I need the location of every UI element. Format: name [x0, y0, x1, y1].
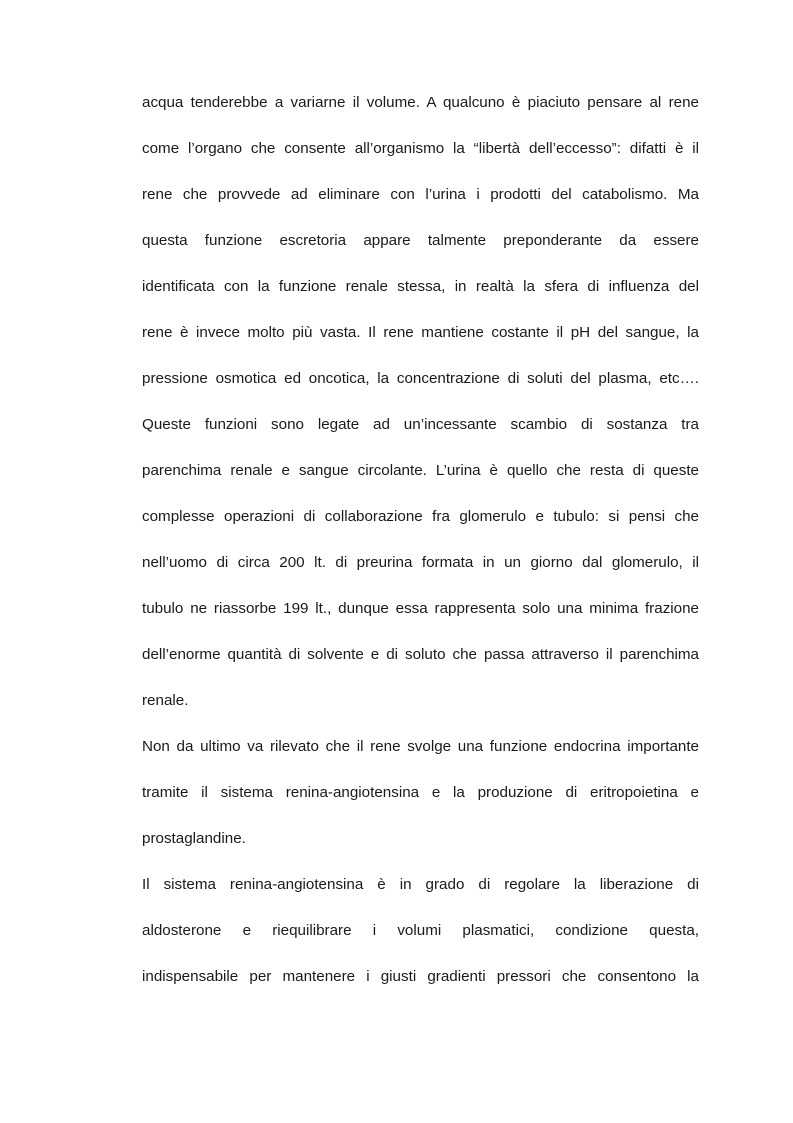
- text-line: renale.: [142, 692, 189, 709]
- text-line: rene è invece molto più vasta. Il rene mantiene costante il pH del sangue, la: [142, 324, 699, 341]
- text-line: Il sistema renina-angiotensina è in grado di regolare la liberazione di: [142, 876, 699, 893]
- text-line: Queste funzioni sono legate ad un’incessante scambio di sostanza tra: [142, 416, 699, 433]
- paragraph-3: [142, 862, 699, 1000]
- paragraph-2: [142, 724, 699, 862]
- text-line: pressione osmotica ed oncotica, la concentrazione di soluti del plasma, etc….: [142, 370, 699, 387]
- text-line: Non da ultimo va rilevato che il rene svolge una funzione endocrina importante: [142, 738, 699, 755]
- text-line: rene che provvede ad eliminare con l’urina i prodotti del catabolismo. Ma: [142, 186, 699, 203]
- text-line: tubulo ne riassorbe 199 lt., dunque essa rappresenta solo una minima frazione: [142, 600, 699, 617]
- text-line: nell’uomo di circa 200 lt. di preurina formata in un giorno dal glomerulo, il: [142, 554, 699, 571]
- text-line: indispensabile per mantenere i giusti gradienti pressori che consentono la: [142, 968, 699, 985]
- text-line: prostaglandine.: [142, 830, 246, 847]
- text-line: acqua tenderebbe a variarne il volume. A qualcuno è piaciuto pensare al rene: [142, 94, 699, 111]
- text-line: come l’organo che consente all’organismo la “libertà dell’eccesso”: difatti è il: [142, 140, 699, 157]
- text-line: aldosterone e riequilibrare i volumi plasmatici, condizione questa,: [142, 922, 699, 939]
- text-line: complesse operazioni di collaborazione fra glomerulo e tubulo: si pensi che: [142, 508, 699, 525]
- text-line: parenchima renale e sangue circolante. L’urina è quello che resta di queste: [142, 462, 699, 479]
- body-text: [142, 80, 699, 1000]
- text-line: identificata con la funzione renale stessa, in realtà la sfera di influenza del: [142, 278, 699, 295]
- text-line: questa funzione escretoria appare talmente preponderante da essere: [142, 232, 699, 249]
- paragraph-1: [142, 80, 699, 724]
- text-line: dell’enorme quantità di solvente e di soluto che passa attraverso il parenchima: [142, 646, 699, 663]
- text-line: tramite il sistema renina-angiotensina e la produzione di eritropoietina e: [142, 784, 699, 801]
